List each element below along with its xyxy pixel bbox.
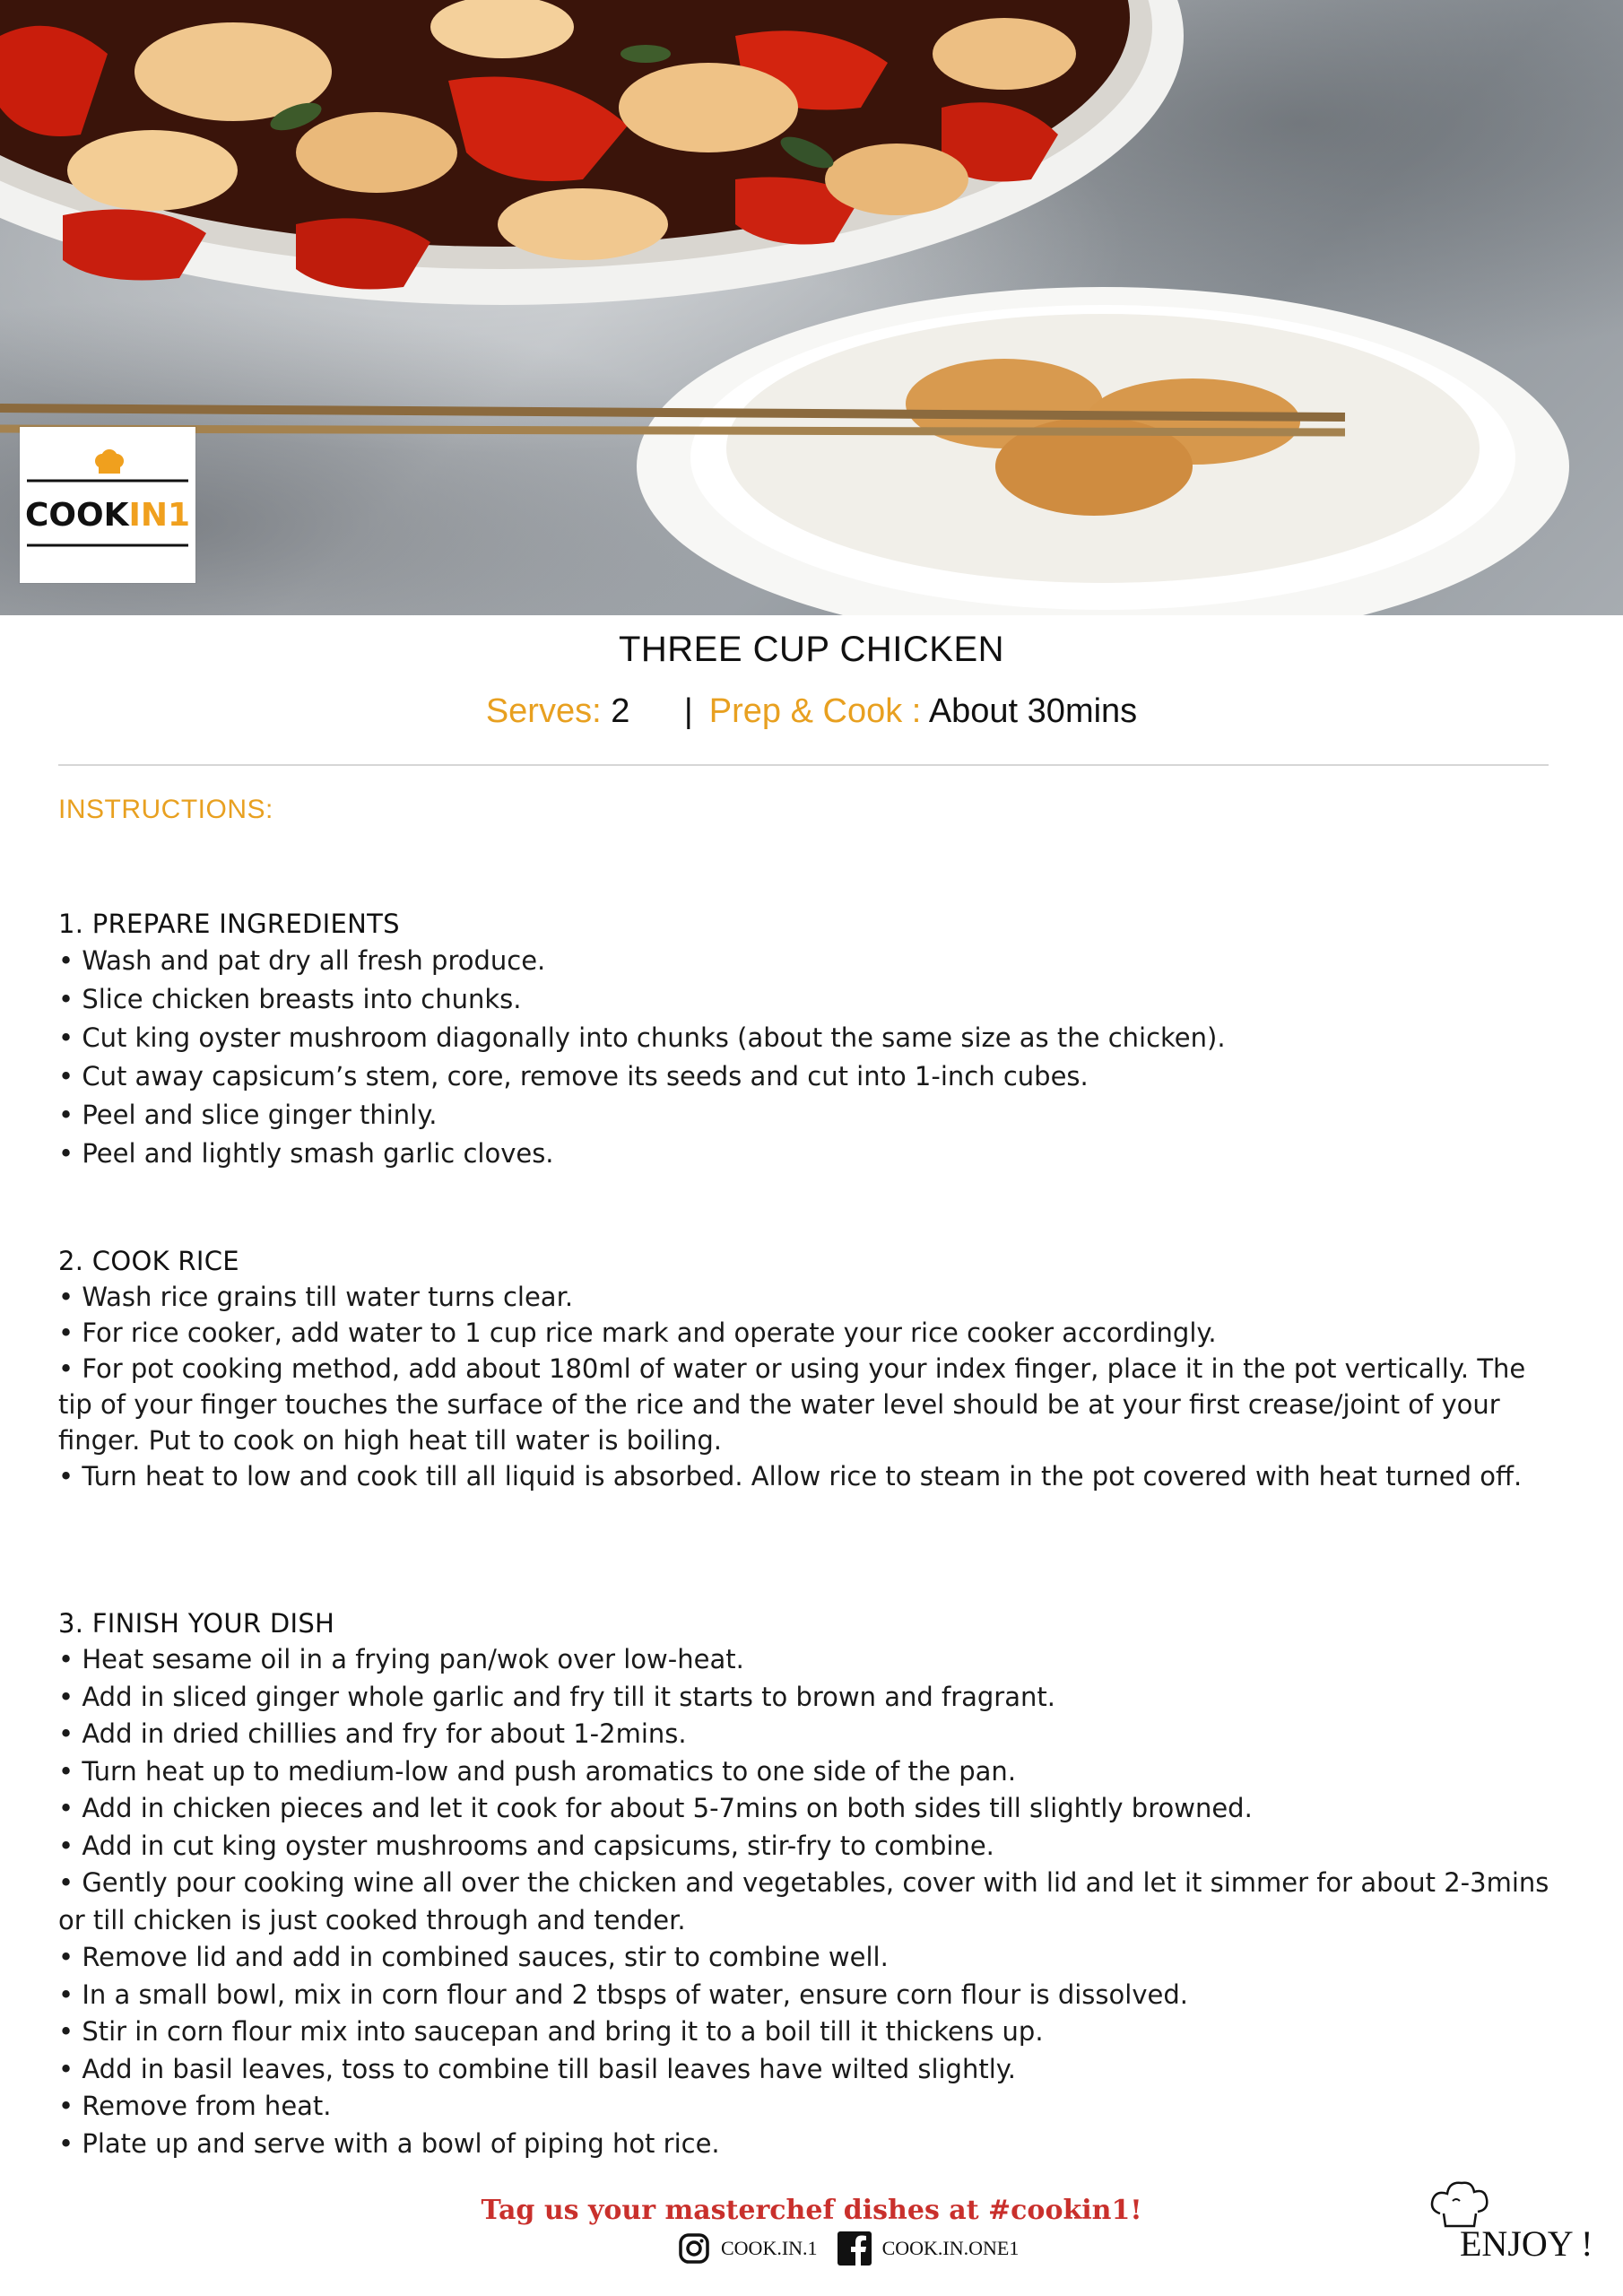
section-heading: 3. FINISH YOUR DISH [58,1608,335,1639]
section-finish-dish [58,1605,1565,2162]
step-item: • Heat sesame oil in a frying pan/wok over low-heat. [58,1641,1565,1679]
step-item: • Cut away capsicum’s stem, core, remove its seeds and cut into 1-inch cubes. [58,1057,1565,1096]
section-prepare-ingredients [58,906,1565,1173]
serves-value: 2 [611,692,630,730]
section-cook-rice [58,1243,1565,1494]
step-item: • Add in cut king oyster mushrooms and capsicums, stir-fry to combine. [58,1828,1565,1866]
step-item: • In a small bowl, mix in corn flour and 2 tbsps of water, ensure corn flour is dissolved. [58,1977,1565,2014]
facebook-link[interactable] [838,2231,1020,2266]
instructions-label: INSTRUCTIONS: [58,795,273,824]
instagram-link[interactable] [678,2232,818,2265]
step-item: • Plate up and serve with a bowl of piping hot rice. [58,2126,1565,2163]
step-list [58,1641,1565,2162]
step-item: • Add in basil leaves, toss to combine till basil leaves have wilted slightly. [58,2051,1565,2089]
enjoy-badge [1426,2174,1605,2273]
step-item: • Remove lid and add in combined sauces, stir to combine well. [58,1939,1565,1977]
step-item: • Gently pour cooking wine all over the chicken and vegetables, cover with lid and let it simmer for about 2-3mins or till chicken is just cooked through and tender. [58,1865,1565,1939]
step-item: • Cut king oyster mushroom diagonally into chunks (about the same size as the chicken). [58,1019,1565,1057]
step-item: • For pot cooking method, add about 180ml of water or using your index finger, place it in the pot vertically. The tip of your finger touches the surface of the rice and the water level should be at your first crease/joint of your finger. Put to cook on high heat till water is boiling. [58,1351,1565,1458]
section-heading: 1. PREPARE INGREDIENTS [58,909,400,939]
step-item: • Remove from heat. [58,2088,1565,2126]
section-heading: 2. COOK RICE [58,1246,239,1276]
step-item: • Wash and pat dry all fresh produce. [58,942,1565,980]
serves-label: Serves: [485,692,602,730]
step-item: • Peel and slice ginger thinly. [58,1096,1565,1135]
step-item: • Stir in corn flour mix into saucepan and bring it to a boil till it thickens up. [58,2013,1565,2051]
facebook-handle: COOK.IN.ONE1 [881,2237,1020,2259]
recipe-meta [0,692,1623,731]
step-item: • Add in sliced ginger whole garlic and fry till it starts to brown and fragrant. [58,1679,1565,1717]
step-list [58,1279,1565,1494]
step-list [58,942,1565,1173]
logo-wordmark: COOKIN1 [24,497,191,534]
step-item: • Add in chicken pieces and let it cook for about 5-7mins on both sides till slightly browned. [58,1790,1565,1828]
enjoy-text: ENJOY ! [1460,2223,1593,2264]
step-item: • Turn heat to low and cook till all liquid is absorbed. Allow rice to steam in the pot covered with heat turned off. [58,1458,1565,1494]
instagram-icon [678,2232,710,2265]
step-item: • Slice chicken breasts into chunks. [58,980,1565,1019]
social-links [678,2227,1038,2270]
hero-photo [0,0,1623,615]
instagram-handle: COOK.IN.1 [721,2237,818,2259]
prep-value: About 30mins [928,692,1138,730]
step-item: • For rice cooker, add water to 1 cup rice mark and operate your rice cooker accordingly. [58,1315,1565,1351]
step-item: • Wash rice grains till water turns clear. [58,1279,1565,1315]
prep-label: Prep & Cook : [708,692,922,730]
step-item: • Add in dried chillies and fry for about 1-2mins. [58,1716,1565,1753]
divider [58,764,1549,766]
facebook-icon [838,2231,872,2266]
step-item: • Peel and lightly smash garlic cloves. [58,1135,1565,1173]
meta-separator: | [683,692,693,730]
step-item: • Turn heat up to medium-low and push aromatics to one side of the pan. [58,1753,1565,1791]
footer-tagline: Tag us your masterchef dishes at #cookin1! [481,2195,1142,2226]
dish-illustration [0,0,1623,615]
cookin1-logo [20,427,195,583]
recipe-title: THREE CUP CHICKEN [618,630,1005,669]
